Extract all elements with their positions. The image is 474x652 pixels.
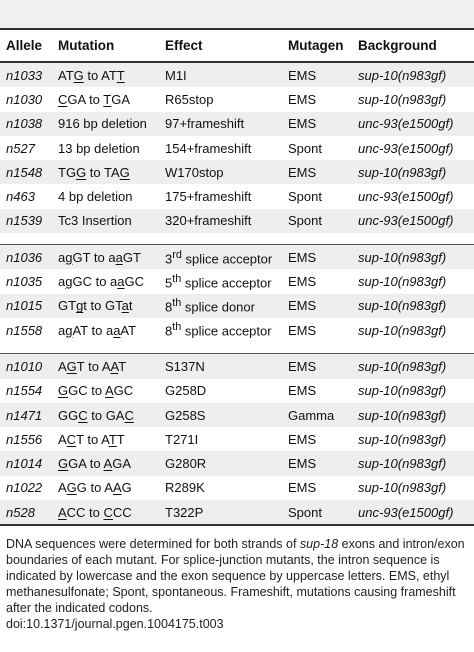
- allele-cell: n1558: [6, 322, 43, 338]
- table-row: [0, 62, 474, 87]
- mutation-cell: [52, 476, 159, 500]
- text-segment: TG: [58, 164, 77, 180]
- text-segment: AT to a: [72, 322, 114, 338]
- mutation-cell: [52, 294, 159, 318]
- mutation-cell: [52, 87, 159, 111]
- text-segment: 13 bp deletion: [58, 140, 140, 156]
- text-segment: G: [121, 480, 132, 496]
- effect-cell: [159, 354, 282, 379]
- footnote-gene: sup-18: [299, 537, 339, 552]
- underlined-base: T: [103, 91, 112, 107]
- text-segment: GC: [113, 383, 134, 399]
- mutation-cell: [52, 184, 159, 208]
- text-segment: T271I: [165, 431, 199, 447]
- text-segment: G280R: [165, 456, 207, 472]
- effect-cell: [159, 112, 282, 136]
- mutation-cell: [52, 209, 159, 233]
- background-cell: sup-10(n983gf): [352, 160, 474, 184]
- underlined-base: A: [104, 383, 114, 399]
- table-row: [0, 87, 474, 111]
- allele-cell: n1038: [0, 112, 52, 136]
- text-segment: 916 bp deletion: [58, 116, 147, 132]
- mutagen-cell: EMS: [282, 245, 352, 270]
- table-row: [0, 160, 474, 184]
- allele-cell: n1556: [6, 431, 43, 447]
- text-segment: 175+frameshift: [165, 189, 252, 205]
- allele-cell: n527: [6, 140, 35, 156]
- text-segment: S137N: [165, 358, 205, 374]
- underlined-base: a: [115, 249, 123, 265]
- mutagen-cell: EMS: [282, 112, 352, 136]
- background-cell: unc-93(e1500gf): [358, 189, 454, 205]
- underlined-base: g: [65, 322, 73, 338]
- effect-cell: [159, 209, 282, 233]
- effect-cell: [159, 87, 282, 111]
- allele-cell: n463: [6, 189, 35, 205]
- mutation-cell: [52, 500, 159, 525]
- text-segment: W170stop: [165, 164, 224, 180]
- group-spacer: [0, 233, 474, 245]
- background-cell: sup-10(n983gf): [352, 403, 474, 427]
- allele-cell: n528: [0, 500, 52, 525]
- underlined-base: g: [65, 274, 73, 290]
- underlined-base: a: [113, 322, 121, 338]
- effect-cell: [159, 403, 282, 427]
- mutation-cell: [52, 427, 159, 451]
- background-cell: unc-93(e1500gf): [352, 112, 474, 136]
- text-segment: CC to: [66, 504, 104, 520]
- text-segment: GT: [58, 298, 77, 314]
- text-segment: GA: [112, 456, 132, 472]
- underlined-base: g: [65, 249, 73, 265]
- text-segment: splice acceptor: [181, 275, 272, 291]
- text-segment: 3: [165, 250, 173, 266]
- underlined-base: C: [103, 504, 113, 520]
- text-segment: GT to a: [72, 249, 116, 265]
- text-segment: t to GT: [83, 298, 122, 314]
- mutagen-cell: Spont: [288, 189, 322, 205]
- underlined-base: A: [103, 456, 113, 472]
- mutation-cell: [52, 451, 159, 475]
- text-segment: A: [58, 358, 67, 374]
- text-segment: 154+frameshift: [165, 140, 252, 156]
- allele-cell: n1036: [0, 245, 52, 270]
- effect-cell: [159, 245, 282, 270]
- group-spacer-cell: [0, 233, 474, 245]
- text-segment: 8: [165, 323, 173, 339]
- allele-cell: n1022: [6, 480, 43, 496]
- effect-cell: [159, 62, 282, 87]
- header-band: [0, 0, 474, 30]
- underlined-base: T: [116, 67, 125, 83]
- text-segment: splice donor: [181, 299, 255, 315]
- text-segment: a: [58, 274, 66, 290]
- text-segment: M1I: [165, 67, 187, 83]
- text-segment: 4 bp deletion: [58, 189, 133, 205]
- table-row: [0, 318, 474, 342]
- mutagen-cell: Gamma: [282, 403, 352, 427]
- mutation-cell: [52, 269, 159, 293]
- mutations-table: [0, 30, 474, 526]
- footnote-text-2: exons and intron/exon boundaries of each mutant. For splice-junction mutants, the intron sequence is indicated by lowercase and the exon sequence by uppercase letters. EMS, ethyl methanesulfonate; Spont, spontaneous. Frameshift, mutations causing frameshift after the indicated codons.: [6, 537, 465, 616]
- text-segment: A: [58, 480, 67, 496]
- text-segment: 97+frameshift: [165, 116, 245, 132]
- underlined-base: G: [119, 164, 130, 180]
- text-segment: 5: [165, 275, 173, 291]
- text-segment: GT: [122, 249, 141, 265]
- group-spacer-cell: [0, 342, 474, 354]
- text-segment: G258D: [165, 383, 207, 399]
- mutation-cell: [52, 160, 159, 184]
- background-cell: sup-10(n983gf): [358, 480, 447, 496]
- table-row: [0, 451, 474, 475]
- text-segment: splice acceptor: [181, 323, 272, 339]
- underlined-base: C: [58, 91, 68, 107]
- text-segment: GC: [124, 274, 144, 290]
- mutation-cell: [52, 318, 159, 342]
- effect-cell: [159, 294, 282, 318]
- text-segment: a: [58, 322, 66, 338]
- text-segment: 320+frameshift: [165, 213, 252, 229]
- underlined-base: A: [112, 480, 122, 496]
- text-segment: to AT: [83, 67, 117, 83]
- mutagen-cell: EMS: [288, 480, 317, 496]
- effect-cell: [159, 500, 282, 525]
- text-segment: T: [116, 431, 125, 447]
- table-row: [0, 379, 474, 403]
- background-cell: unc-93(e1500gf): [352, 500, 474, 525]
- background-cell: sup-10(n983gf): [358, 322, 447, 338]
- mutation-cell: [52, 245, 159, 270]
- text-segment: G to A: [76, 480, 113, 496]
- effect-cell: [159, 136, 282, 160]
- text-segment: splice acceptor: [181, 250, 273, 266]
- text-segment: T to A: [76, 358, 111, 374]
- table-row: [0, 294, 474, 318]
- effect-cell: [159, 269, 282, 293]
- underlined-base: a: [121, 298, 129, 314]
- text-segment: T: [118, 358, 127, 374]
- mutagen-cell: EMS: [282, 451, 352, 475]
- background-cell: sup-10(n983gf): [358, 274, 447, 290]
- underlined-base: G: [76, 164, 87, 180]
- underlined-base: C: [124, 407, 134, 423]
- mutagen-cell: EMS: [288, 91, 317, 107]
- col-header-mutagen: Mutagen: [282, 30, 352, 62]
- underlined-base: T: [108, 431, 117, 447]
- allele-cell: n1554: [6, 383, 43, 399]
- text-segment: AT: [120, 322, 137, 338]
- background-cell: sup-10(n983gf): [352, 354, 474, 379]
- underlined-base: G: [58, 456, 69, 472]
- mutagen-cell: EMS: [288, 431, 317, 447]
- col-header-mutation: Mutation: [52, 30, 159, 62]
- underlined-base: G: [66, 480, 77, 496]
- col-header-allele: Allele: [0, 30, 52, 62]
- underlined-base: A: [58, 504, 67, 520]
- mutagen-cell: EMS: [282, 294, 352, 318]
- effect-cell: [159, 318, 282, 342]
- text-segment: GC to a: [72, 274, 118, 290]
- background-cell: sup-10(n983gf): [352, 294, 474, 318]
- allele-cell: n1033: [0, 62, 52, 87]
- text-segment: R289K: [165, 480, 205, 496]
- table-row: [0, 354, 474, 379]
- footnote-doi: doi:10.1371/journal.pgen.1004175.t003: [6, 617, 224, 632]
- text-segment: Tc3 Insertion: [58, 213, 132, 229]
- allele-cell: n1014: [0, 451, 52, 475]
- effect-cell: [159, 451, 282, 475]
- mutagen-cell: Spont: [282, 500, 352, 525]
- background-cell: sup-10(n983gf): [358, 383, 447, 399]
- table-footnote: [0, 526, 474, 632]
- text-segment: A: [58, 431, 67, 447]
- mutation-cell: [52, 62, 159, 87]
- text-segment: 8: [165, 299, 173, 315]
- table-row: [0, 476, 474, 500]
- underlined-base: a: [117, 274, 125, 290]
- header-row: [0, 30, 474, 62]
- table-row: [0, 184, 474, 208]
- text-segment: GG: [58, 407, 79, 423]
- underlined-base: G: [66, 358, 77, 374]
- background-cell: sup-10(n983gf): [352, 245, 474, 270]
- mutagen-cell: EMS: [282, 62, 352, 87]
- text-segment: G258S: [165, 407, 206, 423]
- background-cell: sup-10(n983gf): [352, 451, 474, 475]
- table-row: [0, 245, 474, 270]
- table-row: [0, 403, 474, 427]
- text-segment: to GA: [87, 407, 125, 423]
- background-cell: sup-10(n983gf): [352, 62, 474, 87]
- mutagen-cell: Spont: [288, 140, 322, 156]
- footnote-text-1: DNA sequences were determined for both strands of: [6, 537, 300, 552]
- text-segment: CC: [112, 504, 132, 520]
- background-cell: sup-10(n983gf): [358, 431, 447, 447]
- text-segment: T322P: [165, 504, 204, 520]
- allele-cell: n1539: [0, 209, 52, 233]
- col-header-background: Background: [352, 30, 474, 62]
- mutation-cell: [52, 379, 159, 403]
- table-row: [0, 427, 474, 451]
- underlined-base: g: [76, 298, 84, 314]
- effect-cell: [159, 379, 282, 403]
- mutation-cell: [52, 112, 159, 136]
- allele-cell: n1010: [0, 354, 52, 379]
- underlined-base: C: [66, 431, 77, 447]
- mutation-cell: [52, 354, 159, 379]
- table-row: [0, 269, 474, 293]
- mutagen-cell: EMS: [288, 383, 317, 399]
- table-row: [0, 500, 474, 525]
- ordinal-suffix: th: [172, 297, 182, 310]
- text-segment: a: [58, 249, 66, 265]
- allele-cell: n1548: [0, 160, 52, 184]
- mutagen-cell: EMS: [288, 274, 317, 290]
- text-segment: T to A: [76, 431, 109, 447]
- underlined-base: A: [110, 358, 119, 374]
- effect-cell: [159, 160, 282, 184]
- ordinal-suffix: rd: [172, 248, 182, 261]
- text-segment: t: [128, 298, 133, 314]
- underlined-base: G: [58, 383, 69, 399]
- mutagen-cell: Spont: [282, 209, 352, 233]
- text-segment: AT: [58, 67, 74, 83]
- table-row: [0, 112, 474, 136]
- allele-cell: n1035: [6, 274, 43, 290]
- ordinal-suffix: th: [172, 272, 182, 285]
- text-segment: GA: [111, 91, 131, 107]
- text-segment: GA to: [67, 91, 104, 107]
- effect-cell: [159, 184, 282, 208]
- mutagen-cell: EMS: [288, 322, 317, 338]
- mutation-cell: [52, 403, 159, 427]
- effect-cell: [159, 427, 282, 451]
- underlined-base: C: [78, 407, 88, 423]
- underlined-base: G: [73, 67, 84, 83]
- group-spacer: [0, 342, 474, 354]
- mutation-cell: [52, 136, 159, 160]
- background-cell: unc-93(e1500gf): [358, 140, 454, 156]
- col-header-effect: Effect: [159, 30, 282, 62]
- allele-cell: n1471: [0, 403, 52, 427]
- text-segment: GA to: [68, 456, 104, 472]
- effect-cell: [159, 476, 282, 500]
- mutagen-cell: EMS: [282, 354, 352, 379]
- background-cell: unc-93(e1500gf): [352, 209, 474, 233]
- allele-cell: n1015: [0, 294, 52, 318]
- table-body: [0, 62, 474, 525]
- ordinal-suffix: th: [172, 321, 182, 334]
- text-segment: GC to: [68, 383, 105, 399]
- mutagen-cell: EMS: [282, 160, 352, 184]
- text-segment: R65stop: [165, 91, 214, 107]
- table-row: [0, 136, 474, 160]
- table-row: [0, 209, 474, 233]
- background-cell: sup-10(n983gf): [358, 91, 447, 107]
- text-segment: to TA: [86, 164, 120, 180]
- allele-cell: n1030: [6, 91, 43, 107]
